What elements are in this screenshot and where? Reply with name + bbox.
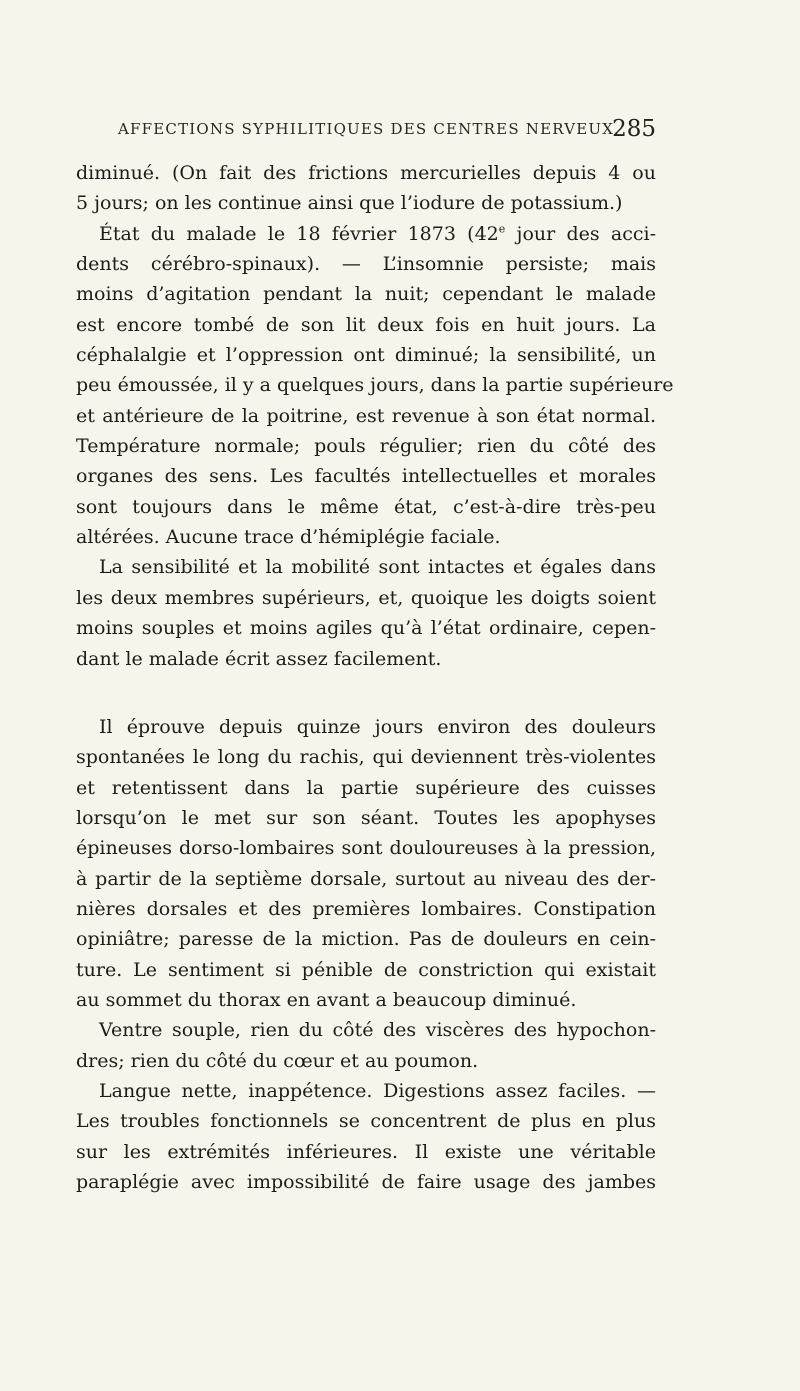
text-line: Il éprouve depuis quinze jours environ des douleurs [99,715,656,738]
text-line: les deux membres supérieurs, et, quoique les doigts soient [76,586,656,609]
text-line: est encore tombé de son lit deux fois en huit jours. La [76,313,656,336]
page-number: 285 [612,116,656,142]
text-line: 5 jours; on les continue ainsi que l’iodure de potassium.) [76,192,623,215]
body-text [76,158,674,1197]
text-line: moins d’agitation pendant la nuit; cependant le malade [76,283,656,306]
text-line: Ventre souple, rien du côté des viscères des hypochon- [99,1019,656,1042]
text-line: altérées. Aucune trace d’hémiplégie faciale. [76,526,501,549]
running-title: AFFECTIONS SYPHILITIQUES DES CENTRES NERVEUX. [118,120,621,138]
text-line: dents cérébro-spinaux). — L’insomnie persiste; mais [76,253,656,276]
text-line: sur les extrémités inférieures. Il existe une véritable [76,1140,656,1163]
page-header [118,116,656,150]
text-line: et retentissent dans la partie supérieure des cuisses [76,776,656,799]
text-line: dant le malade écrit assez facilement. [76,647,442,670]
text-line: Température normale; pouls régulier; rien du côté des [76,435,656,458]
text-line: céphalalgie et l’oppression ont diminué; la sensibilité, un [76,344,656,367]
text-line: sont toujours dans le même état, c’est-à-dire très-peu [76,495,656,518]
text-line: opiniâtre; paresse de la miction. Pas de douleurs en cein- [76,928,656,951]
superscript: e [498,222,506,236]
text-line: ture. Le sentiment si pénible de constriction qui existait [76,958,656,981]
text-line: diminué. (On fait des frictions mercurielles depuis 4 ou [76,162,656,184]
text-line: au sommet du thorax en avant a beaucoup diminué. [76,988,577,1011]
text-line: organes des sens. Les facultés intellectuelles et morales [76,465,656,488]
text-line: La sensibilité et la mobilité sont intactes et égales dans [99,556,656,579]
text-line: épineuses dorso-lombaires sont douloureuses à la pression, [76,837,656,860]
text-fragment: jour des acci- [505,222,656,245]
paragraph-gap [76,674,656,712]
text-line: Langue nette, inappétence. Digestions assez faciles. — [99,1079,656,1102]
text-line: lorsqu’on le met sur son séant. Toutes les apophyses [76,806,656,829]
text-line: Les troubles fonctionnels se concentrent de plus en plus [76,1110,656,1133]
text-line: dres; rien du côté du cœur et au poumon. [76,1049,479,1072]
text-line: spontanées le long du rachis, qui deviennent très-violentes [76,746,656,769]
text-fragment: État du malade le 18 février 1873 (42 [99,222,499,245]
text-line: moins souples et moins agiles qu’à l’état ordinaire, cepen- [76,617,656,640]
text-line: peu émoussée, il y a quelques jours, dans la partie supérieure [76,374,674,397]
text-line: paraplégie avec impossibilité de faire usage des jambes [76,1171,656,1193]
text-line [76,219,656,249]
text-line: à partir de la septième dorsale, surtout au niveau des der- [76,867,656,890]
text-line: et antérieure de la poitrine, est revenue à son état normal. [76,404,656,427]
text-line: nières dorsales et des premières lombaires. Constipation [76,897,656,920]
